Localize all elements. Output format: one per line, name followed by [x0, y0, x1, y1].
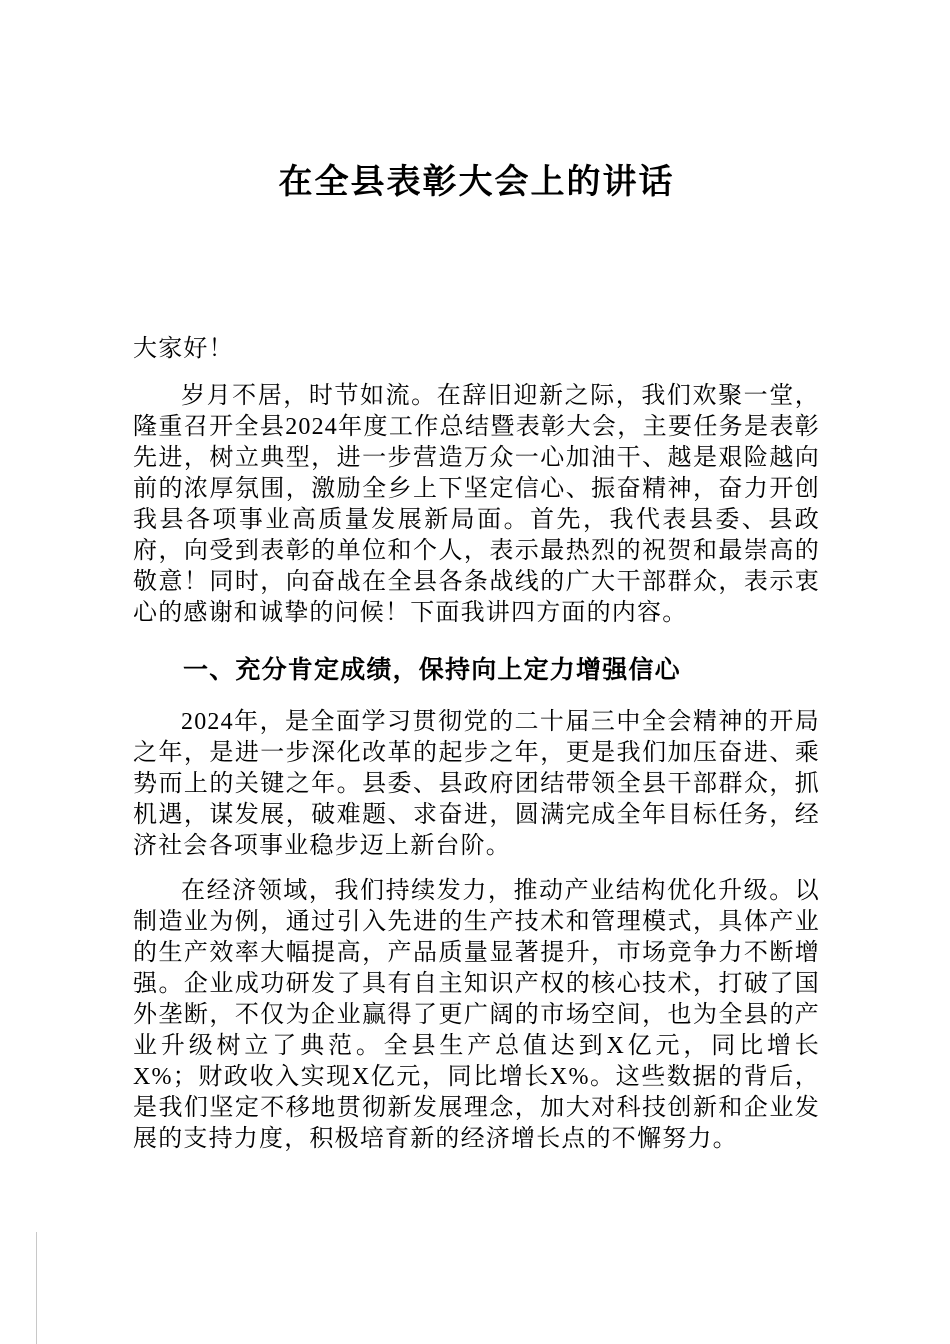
greeting-paragraph: 大家好！ [133, 336, 234, 362]
section-heading-1: 一、充分肯定成绩，保持向上定力增强信心 [183, 657, 681, 684]
document-title: 在全县表彰大会上的讲话 [278, 164, 675, 201]
section1-paragraph-1: 2024年，是全面学习贯彻党的二十届三中全会精神的开局之年，是进一步深化改革的起步之年，更是我们加压奋进、乘势而上的关键之年。县委、县政府团结带领全县干部群众，抓机遇，谋发展，破难题、求奋进，圆满完成全年目标任务，经济社会各项事业稳步迈上新台阶。 [133, 709, 820, 859]
section1-paragraph-2: 在经济领域，我们持续发力，推动产业结构优化升级。以制造业为例，通过引入先进的生产技术和管理模式，具体产业的生产效率大幅提高，产品质量显著提升，市场竞争力不断增强。企业成功研发了具有自主知识产权的核心技术，打破了国外垄断，不仅为企业赢得了更广阔的市场空间，也为全县的产业升级树立了典范。全县生产总值达到X亿元，同比增长X%；财政收入实现X亿元，同比增长X%。这些数据的背后，是我们坚定不移地贯彻新发展理念，加大对科技创新和企业发展的支持力度，积极培育新的经济增长点的不懈努力。 [133, 878, 820, 1152]
page-edge-line [36, 1232, 37, 1344]
intro-paragraph: 岁月不居，时节如流。在辞旧迎新之际，我们欢聚一堂，隆重召开全县2024年度工作总结暨表彰大会，主要任务是表彰先进，树立典型，进一步营造万众一心加油干、越是艰险越向前的浓厚氛围，激励全乡上下坚定信心、振奋精神，奋力开创我县各项事业高质量发展新局面。首先，我代表县委、县政府，向受到表彰的单位和个人，表示最热烈的祝贺和最崇高的敬意！同时，向奋战在全县各条战线的广大干部群众，表示衷心的感谢和诚挚的问候！下面我讲四方面的内容。 [133, 383, 820, 626]
